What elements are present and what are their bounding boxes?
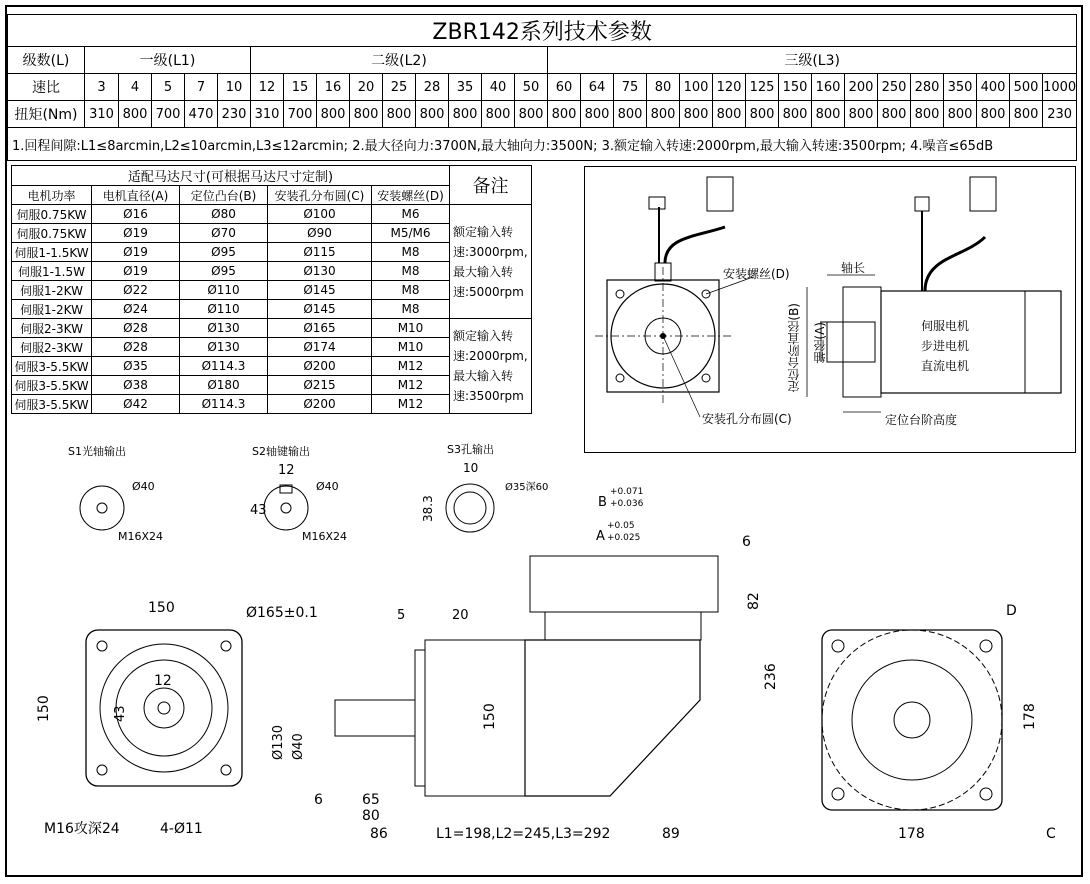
front-hole <box>221 765 231 775</box>
remark-1: 额定输入转速:3000rpm,最大输入转速:5000rpm <box>450 205 532 319</box>
ratio-cell: 200 <box>845 74 878 101</box>
motor-cell: Ø200 <box>268 357 372 376</box>
torque-cell: 800 <box>746 101 779 128</box>
motor-header-cell: 安装孔分布圆(C) <box>268 186 372 205</box>
ratio-cell: 100 <box>680 74 713 101</box>
s1-title: S1光轴输出 <box>68 445 126 458</box>
right-c-label: C <box>1046 826 1056 842</box>
a-label: A <box>596 529 605 544</box>
motor-cell: Ø42 <box>92 395 180 414</box>
ratio-cell: 5 <box>152 74 185 101</box>
ratio-label: 速比 <box>8 74 85 101</box>
ratio-cell: 40 <box>482 74 515 101</box>
ratio-cell: 20 <box>350 74 383 101</box>
circle-label: 安装孔分布圆(C) <box>702 412 792 426</box>
remark-title: 备注 <box>450 166 532 205</box>
dim-86: 86 <box>370 826 388 842</box>
ratio-cell: 16 <box>317 74 350 101</box>
motor-cell: M12 <box>372 376 450 395</box>
motor-cell: Ø19 <box>92 224 180 243</box>
motor-cell: 伺服1-2KW <box>12 300 92 319</box>
torque-cell: 800 <box>647 101 680 128</box>
s1-thread: M16X24 <box>118 530 164 543</box>
dim-82: 82 <box>746 592 762 610</box>
torque-cell: 800 <box>713 101 746 128</box>
motor-cell: 伺服2-3KW <box>12 338 92 357</box>
motor-cell: Ø215 <box>268 376 372 395</box>
shaft-length-label: 轴长 <box>841 261 866 275</box>
ratio-cell: 120 <box>713 74 746 101</box>
right-hole <box>980 640 992 652</box>
s3-bore <box>454 492 486 524</box>
motor-cell: Ø110 <box>180 300 268 319</box>
s2-key: 12 <box>278 463 295 478</box>
ratio-cell: 80 <box>647 74 680 101</box>
torque-cell: 800 <box>878 101 911 128</box>
motor-cell: 伺服0.75KW <box>12 224 92 243</box>
motor-cell: Ø200 <box>268 395 372 414</box>
motor-type-servo: 伺服电机 <box>921 319 970 333</box>
dim-5: 5 <box>397 608 406 623</box>
ratio-cell: 64 <box>581 74 614 101</box>
motor-cell: M8 <box>372 243 450 262</box>
level-label: 级数(L) <box>8 47 85 74</box>
motor-cell: M10 <box>372 338 450 357</box>
ratio-cell: 3 <box>85 74 119 101</box>
motor-cell: 伺服1-2KW <box>12 281 92 300</box>
torque-cell: 800 <box>449 101 482 128</box>
s2-title: S2轴键输出 <box>252 445 310 458</box>
torque-cell: 800 <box>383 101 416 128</box>
motor-cell: Ø28 <box>92 319 180 338</box>
torque-cell: 800 <box>581 101 614 128</box>
front-hole <box>221 641 231 651</box>
side-angle-housing <box>525 640 700 796</box>
torque-cell: 800 <box>812 101 845 128</box>
motor-header-cell: 电机功率 <box>12 186 92 205</box>
motor-cell: Ø38 <box>92 376 180 395</box>
right-pcd <box>822 630 1002 810</box>
front-hole <box>97 765 107 775</box>
ratio-cell: 60 <box>548 74 581 101</box>
motor-cell: Ø24 <box>92 300 180 319</box>
torque-cell: 230 <box>1043 101 1077 128</box>
front-hole <box>97 641 107 651</box>
boss-dia-label: 定位台阶直径(B) <box>787 303 801 393</box>
motor-cell: Ø145 <box>268 300 372 319</box>
ratio-cell: 125 <box>746 74 779 101</box>
right-height: 178 <box>1022 703 1038 730</box>
ratio-cell: 15 <box>284 74 317 101</box>
motor-cell: Ø90 <box>268 224 372 243</box>
motor-cell: M8 <box>372 262 450 281</box>
s3-bore-dia: Ø35深60 <box>505 482 549 493</box>
motor-cell: 伺服3-5.5KW <box>12 395 92 414</box>
dim-40: Ø40 <box>291 733 306 760</box>
torque-cell: 800 <box>911 101 944 128</box>
torque-cell: 800 <box>548 101 581 128</box>
torque-cell: 470 <box>185 101 218 128</box>
ratio-cell: 25 <box>383 74 416 101</box>
dim-89: 89 <box>662 826 680 842</box>
dim-65: 65 <box>362 792 380 808</box>
torque-cell: 310 <box>85 101 119 128</box>
ratio-cell: 500 <box>1010 74 1043 101</box>
motor-header-cell: 电机直径(A) <box>92 186 180 205</box>
front-holes: 4-Ø11 <box>160 821 203 837</box>
motor-cell: M10 <box>372 319 450 338</box>
ratio-cell: 150 <box>779 74 812 101</box>
torque-cell: 800 <box>845 101 878 128</box>
torque-cell: 800 <box>416 101 449 128</box>
dim-6b: 6 <box>742 534 751 550</box>
torque-cell: 800 <box>1010 101 1043 128</box>
motor-cell: M8 <box>372 281 450 300</box>
dim-20: 20 <box>452 608 469 623</box>
motor-cell: Ø28 <box>92 338 180 357</box>
motor-cell: M12 <box>372 357 450 376</box>
motor-cell: Ø95 <box>180 262 268 281</box>
motor-cell: Ø95 <box>180 243 268 262</box>
motor-type-stepper: 步进电机 <box>921 339 970 353</box>
torque-cell: 800 <box>482 101 515 128</box>
motor-cell: M8 <box>372 300 450 319</box>
remark-2: 额定输入转速:2000rpm,最大输入转速:3500rpm <box>450 319 532 414</box>
shaft-dia-label: 轴径(A) <box>813 322 827 364</box>
motor-cell: Ø110 <box>180 281 268 300</box>
torque-label: 扭矩(Nm) <box>8 101 85 128</box>
ratio-cell: 280 <box>911 74 944 101</box>
ratio-cell: 250 <box>878 74 911 101</box>
motor-group-title: 适配马达尺寸(可根据马达尺寸定制) <box>12 166 450 186</box>
side-top-flange <box>530 556 718 612</box>
s1-dia: Ø40 <box>132 480 155 493</box>
s3-key: 10 <box>463 461 479 475</box>
torque-cell: 800 <box>779 101 812 128</box>
s3-title: S3孔输出 <box>447 443 494 456</box>
torque-cell: 800 <box>515 101 548 128</box>
s2-height: 43 <box>250 503 267 518</box>
motor-cell: Ø180 <box>180 376 268 395</box>
level-l1: 一级(L1) <box>85 47 251 74</box>
torque-cell: 800 <box>317 101 350 128</box>
spec-note: 1.回程间隙:L1≤8arcmin,L2≤10arcmin,L3≤12arcmin; 2.最大径向力:3700N,最大轴向力:3500N; 3.额定输入转速:2000rpm,最大输入转速:3500rpm; 4.噪音≤65dB <box>8 128 1077 161</box>
s2-dia: Ø40 <box>316 480 339 493</box>
dim-6: 6 <box>314 792 323 808</box>
ratio-cell: 400 <box>977 74 1010 101</box>
right-bore <box>894 702 930 738</box>
torque-cell: 800 <box>680 101 713 128</box>
a-tol-dn: +0.025 <box>607 533 641 543</box>
s1-shaft <box>80 486 124 530</box>
dim-lengths: L1=198,L2=245,L3=292 <box>436 826 611 842</box>
ratio-cell: 1000 <box>1043 74 1077 101</box>
torque-cell: 800 <box>350 101 383 128</box>
motor-cell: M5/M6 <box>372 224 450 243</box>
torque-cell: 800 <box>977 101 1010 128</box>
dim-150: 150 <box>482 703 498 730</box>
dim-236: 236 <box>763 663 779 690</box>
s2-thread: M16X24 <box>302 530 348 543</box>
torque-cell: 800 <box>614 101 647 128</box>
side-body <box>425 640 525 796</box>
torque-cell: 310 <box>251 101 284 128</box>
motor-cell: Ø114.3 <box>180 357 268 376</box>
s3-height: 38.3 <box>421 495 435 522</box>
ratio-cell: 350 <box>944 74 977 101</box>
front-key: 12 <box>154 673 172 689</box>
motor-header-cell: 安装螺丝(D) <box>372 186 450 205</box>
motor-cell: 伺服2-3KW <box>12 319 92 338</box>
b-tol-dn: +0.036 <box>610 499 644 509</box>
right-d-label: D <box>1006 603 1017 619</box>
motor-cell: 伺服1-1.5KW <box>12 243 92 262</box>
motor-header-cell: 定位凸台(B) <box>180 186 268 205</box>
b-label: B <box>598 495 607 510</box>
motor-cell: Ø22 <box>92 281 180 300</box>
motor-cell: Ø100 <box>268 205 372 224</box>
b-tol-up: +0.071 <box>610 487 644 497</box>
motor-cell: Ø130 <box>268 262 372 281</box>
spec-title: ZBR142系列技术参数 <box>8 15 1077 47</box>
motor-cell: Ø130 <box>180 319 268 338</box>
motor-cell: Ø174 <box>268 338 372 357</box>
ratio-cell: 28 <box>416 74 449 101</box>
motor-cell: Ø130 <box>180 338 268 357</box>
right-flange <box>822 630 1002 810</box>
right-hole <box>832 640 844 652</box>
motor-cell: Ø80 <box>180 205 268 224</box>
motor-type-dc: 直流电机 <box>921 359 970 373</box>
ratio-cell: 35 <box>449 74 482 101</box>
front-tap: M16攻深24 <box>44 821 120 837</box>
right-hole <box>980 788 992 800</box>
ratio-cell: 160 <box>812 74 845 101</box>
motor-cell: 伺服0.75KW <box>12 205 92 224</box>
ratio-cell: 7 <box>185 74 218 101</box>
a-tol-up: +0.05 <box>607 521 635 531</box>
right-hole <box>832 788 844 800</box>
ratio-cell: 4 <box>119 74 152 101</box>
screw-label: 安装螺丝(D) <box>723 267 790 281</box>
motor-cell: Ø19 <box>92 243 180 262</box>
motor-cell: Ø115 <box>268 243 372 262</box>
motor-cell: Ø145 <box>268 281 372 300</box>
motor-cell: Ø35 <box>92 357 180 376</box>
right-width: 178 <box>898 826 925 842</box>
motor-cell: Ø165 <box>268 319 372 338</box>
motor-cell: Ø19 <box>92 262 180 281</box>
boss-height-label: 定位台阶高度 <box>885 413 958 427</box>
ratio-cell: 50 <box>515 74 548 101</box>
front-pcd: Ø165±0.1 <box>246 605 318 621</box>
motor-cell: 伺服3-5.5KW <box>12 357 92 376</box>
dim-130: Ø130 <box>271 724 286 760</box>
torque-cell: 700 <box>284 101 317 128</box>
torque-cell: 800 <box>944 101 977 128</box>
ratio-cell: 10 <box>218 74 251 101</box>
front-flange <box>86 630 242 786</box>
motor-cell: Ø16 <box>92 205 180 224</box>
motor-cell: Ø70 <box>180 224 268 243</box>
dim-80: 80 <box>362 808 380 824</box>
side-shaft <box>335 700 415 736</box>
level-l3: 三级(L3) <box>548 47 1077 74</box>
ratio-cell: 75 <box>614 74 647 101</box>
motor-cell: Ø114.3 <box>180 395 268 414</box>
front-key-h: 43 <box>113 705 128 722</box>
torque-cell: 230 <box>218 101 251 128</box>
torque-cell: 800 <box>119 101 152 128</box>
motor-cell: M12 <box>372 395 450 414</box>
level-l2: 二级(L2) <box>251 47 548 74</box>
front-shaft <box>144 688 184 728</box>
front-height: 150 <box>36 695 52 722</box>
torque-cell: 700 <box>152 101 185 128</box>
ratio-cell: 12 <box>251 74 284 101</box>
front-width: 150 <box>148 600 175 616</box>
motor-cell: M6 <box>372 205 450 224</box>
s3-bore-outer <box>446 484 494 532</box>
motor-cell: 伺服1-1.5W <box>12 262 92 281</box>
motor-cell: 伺服3-5.5KW <box>12 376 92 395</box>
